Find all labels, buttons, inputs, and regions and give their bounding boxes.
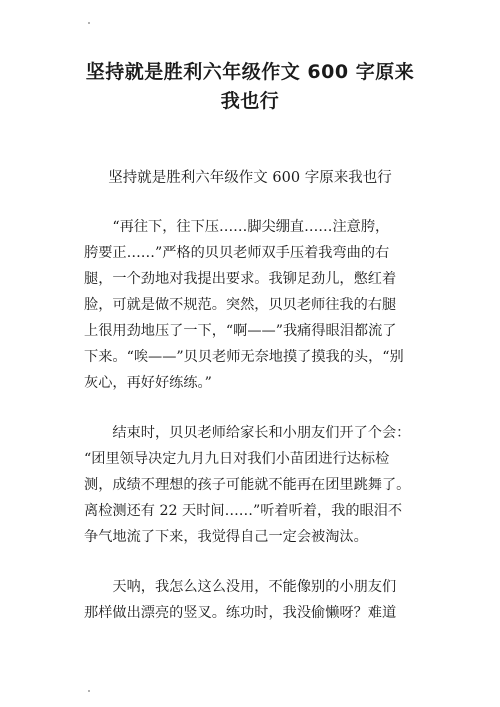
- corner-mark-bottom: [88, 690, 90, 692]
- document-title-line-2: 我也行: [220, 90, 280, 112]
- corner-mark-top: [88, 22, 90, 24]
- document-title-line-1: 坚持就是胜利六年级作文 600 字原来: [85, 61, 415, 83]
- document-subtitle: 坚持就是胜利六年级作文 600 字原来我也行: [108, 170, 392, 186]
- paragraph: 结束时，贝贝老师给家长和小朋友们开了个会： “团里领导决定九月九日对我们小苗团进行达标检 测，成绩不理想的孩子可能就不能再在团里跳舞了。 离检测还有 22 天时间……”听着听着，我的眼泪不 争气地流了下来，我觉得自己一定会被淘汰。: [84, 425, 411, 545]
- paragraph: “再往下，往下压……脚尖绷直……注意胯， 胯要正……”严格的贝贝老师双手压着我弯曲的右 腿，一个劲地对我提出要求。我铆足劲儿，憋红着 脸，可就是做不规范。突然，贝贝老师往我的右腿 上很用劲地压了一下，“啊——”我痛得眼泪都流了 下来。“唉——”贝贝老师无奈地摸了摸我的头，“别 灰心，再好好练练。”: [84, 219, 404, 391]
- document-body: [84, 214, 424, 650]
- paragraph: 天呐，我怎么这么没用，不能像别的小朋友们 那样做出漂亮的竖叉。练功时，我没偷懒呀？难道: [84, 579, 397, 621]
- document-title: [70, 58, 430, 116]
